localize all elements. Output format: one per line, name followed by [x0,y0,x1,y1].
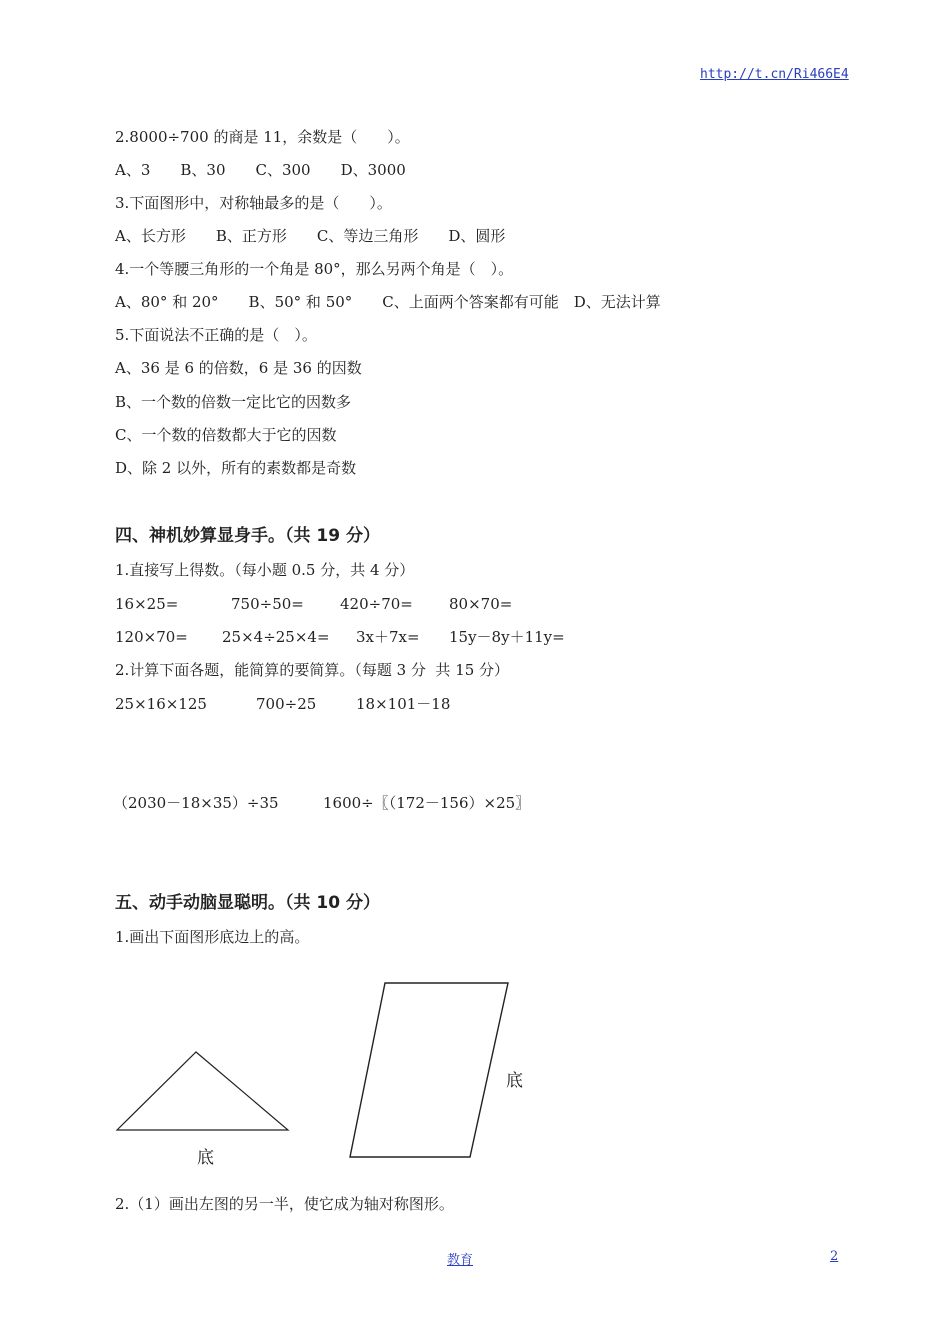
question-5-option-a: A、36 是 6 的倍数，6 是 36 的因数 [115,359,362,377]
calc-item: 700÷25 [256,695,317,713]
footer-link[interactable]: 教育 [447,1253,474,1268]
question-2-options: A、3 B、30 C、300 D、3000 [115,161,406,179]
calc-item: 750÷50= [231,595,304,613]
header-link[interactable]: http://t.cn/Ri466E4 [700,67,849,82]
triangle-base-label: 底 [197,1148,214,1168]
question-4: 4.一个等腰三角形的一个角是 80°，那么另两个角是（ ）。 [115,260,514,278]
parallelogram-shape [350,983,508,1157]
calc-item: （2030－18×35）÷35 [113,794,279,812]
parallelogram-base-label: 底 [506,1071,523,1091]
calc-item: 120×70= [115,628,188,646]
calc-item: 80×70= [449,595,513,613]
question-3-options: A、长方形 B、正方形 C、等边三角形 D、圆形 [115,227,506,245]
calc-item: 3x＋7x= [356,628,420,646]
section-5-part-2: 2.（1）画出左图的另一半，使它成为轴对称图形。 [115,1195,454,1213]
question-5-option-c: C、一个数的倍数都大于它的因数 [115,426,337,444]
calc-item: 25×4÷25×4= [222,628,330,646]
question-5-option-d: D、除 2 以外，所有的素数都是奇数 [115,459,357,477]
question-5: 5.下面说法不正确的是（ ）。 [115,326,317,344]
section-4-title: 四、神机妙算显身手。（共 19 分） [115,526,380,546]
calc-item: 18×101－18 [356,695,451,713]
calc-item: 25×16×125 [115,695,207,713]
calc-item: 16×25= [115,595,179,613]
section-4-part-1: 1.直接写上得数。（每小题 0.5 分，共 4 分） [115,561,415,579]
question-2: 2.8000÷700 的商是 11，余数是（ ）。 [115,128,410,146]
section-5-title: 五、动手动脑显聪明。（共 10 分） [115,893,380,913]
triangle-shape [117,1052,288,1130]
question-3: 3.下面图形中，对称轴最多的是（ ）。 [115,194,392,212]
calc-item: 1600÷〖（172－156）×25〗 [323,794,531,812]
section-5-part-1: 1.画出下面图形底边上的高。 [115,928,310,946]
calc-item: 420÷70= [340,595,413,613]
calc-item: 15y－8y＋11y= [449,628,565,646]
page-number[interactable]: 2 [830,1249,839,1264]
section-4-part-2: 2.计算下面各题，能简算的要简算。（每题 3 分 共 15 分） [115,661,510,679]
question-4-options: A、80° 和 20° B、50° 和 50° C、上面两个答案都有可能 D、无法计算 [115,293,661,311]
question-5-option-b: B、一个数的倍数一定比它的因数多 [115,393,352,411]
